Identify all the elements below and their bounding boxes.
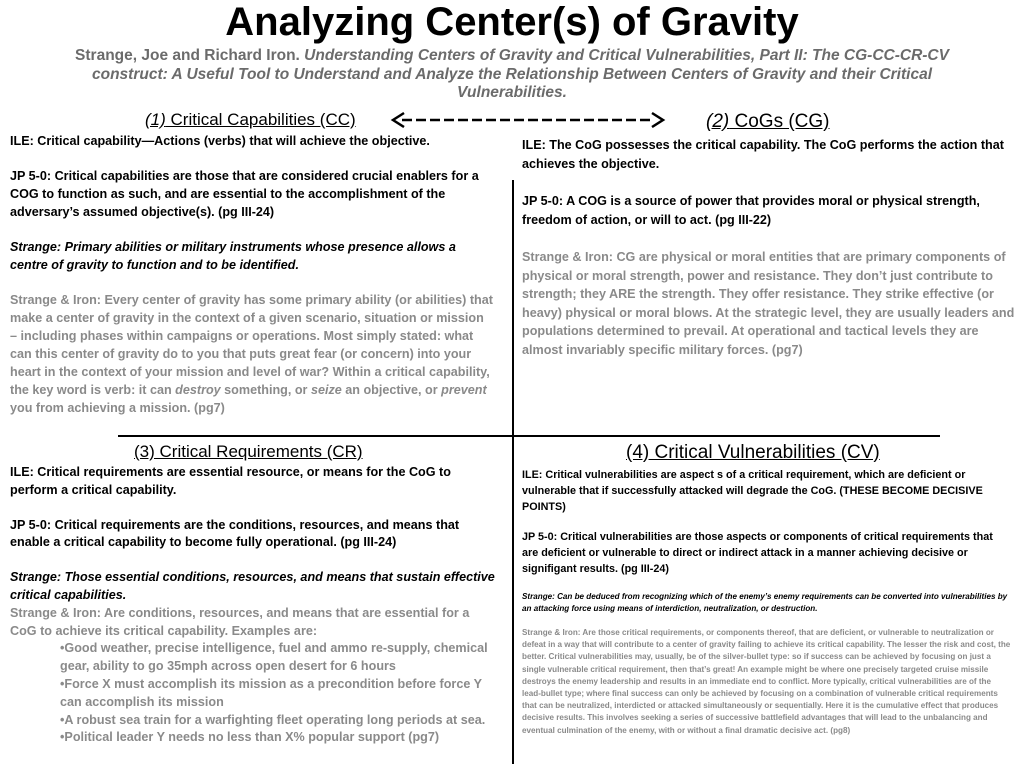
vertical-divider xyxy=(512,180,514,764)
critical-requirements-section xyxy=(10,464,498,747)
citation-authors: Strange, Joe and Richard Iron. xyxy=(75,47,305,64)
cr-ile: ILE: Critical requirements are essential resource, or means for the CoG to perform a critical capability. xyxy=(10,465,451,497)
cg-number: (2) xyxy=(706,111,730,132)
cr-jp: JP 5-0: Critical requirements are the conditions, resources, and means that enable a critical capability to become fully operational. (pg III-24) xyxy=(10,517,460,550)
cc-strange-iron xyxy=(10,291,494,417)
cr-strange: Strange: Those essential conditions, resources, and means that sustain effective critical capabilities. xyxy=(10,570,495,602)
cc-si-destroy: destroy xyxy=(175,383,221,397)
cv-ile: ILE: Critical vulnerabilities are aspect s of a critical requirement, which are deficient or vulnerable that if successfully attacked will degrade the CoG. (THESE BECOME DECISIVE POINTS) xyxy=(522,469,983,513)
critical-vulnerabilities-heading: (4) Critical Vulnerabilities (CV) xyxy=(626,442,880,463)
cc-jp: JP 5-0: Critical capabilities are those that are considered crucial enablers for a COG to function as such, and are essential to the accomplishment of the adversary’s assumed objective(s). (pg III-24) xyxy=(10,169,479,219)
cc-heading-text: Critical Capabilities (CC) xyxy=(165,110,356,129)
cc-si-seize: seize xyxy=(310,383,342,397)
cv-jp: JP 5-0: Critical vulnerabilities are those aspects or components of critical requirements that are deficient or vulnerable to direct or indirect attack in a manner achieving decisive or signifigant results. (pg III-24) xyxy=(522,531,993,575)
critical-requirements-heading: (3) Critical Requirements (CR) xyxy=(134,442,363,461)
cv-strange: Strange: Can be deduced from recognizing which of the enemy’s enemy requirements can be converted into vulnerabilities by an attacking force using means of interdiction, neutralization, or destruction. xyxy=(522,592,1008,613)
cg-ile: ILE: The CoG possesses the critical capability. The CoG performs the action that achieves the objective. xyxy=(522,138,1004,171)
cc-si-text-c: an objective, or xyxy=(341,383,442,397)
cc-number: (1) xyxy=(145,110,166,129)
cr-strange-iron: Strange & Iron: Are conditions, resources, and means that are essential for a CoG to achieve its critical capability. Examples are: xyxy=(10,605,470,638)
horizontal-divider xyxy=(118,435,940,437)
cc-strange: Strange: Primary abilities or military instruments whose presence allows a centre of gravity to function and to be identified. xyxy=(10,240,456,272)
cc-si-text-d: you from achieving a mission. (pg7) xyxy=(10,401,225,415)
page-title: Analyzing Center(s) of Gravity xyxy=(225,0,799,44)
cc-ile: ILE: Critical capability—Actions (verbs) that will achieve the objective. xyxy=(10,134,430,148)
cg-strange-iron: Strange & Iron: CG are physical or moral entities that are primary components of physical or moral strength, power and resistance. They don’t just contribute to strength; they ARE the strength. They offer resistance. They strike effective (or heavy) physical or moral blows. At the strategic level, they are usually leaders and populations determined to prevail. At operational and tactical levels they are almost invariably specific military forces. (pg7) xyxy=(522,250,1015,357)
critical-capabilities-section xyxy=(10,132,494,417)
citation xyxy=(40,47,984,103)
list-item: • Force X must accomplish its mission as a precondition before force Y can accomplish its mission xyxy=(60,676,498,712)
cogs-section xyxy=(522,136,1018,359)
critical-capabilities-heading xyxy=(145,110,356,130)
cr-examples-list xyxy=(10,640,498,747)
list-item: • A robust sea train for a warfighting fleet operating long periods at sea. xyxy=(60,712,498,730)
cc-si-text-b: something, or xyxy=(220,383,311,397)
cogs-heading xyxy=(706,111,830,133)
cg-jp: JP 5-0: A COG is a source of power that provides moral or physical strength, freedom of action, or will to act. (pg III-22) xyxy=(522,194,980,227)
cv-strange-iron: Strange & Iron: Are those critical requirements, or components thereof, that are deficient, or vulnerable to neutralization or defeat in a way that will contribute to a center of gravity failing to achieve its critical capability. The lesser the risk and cost, the better. Critical vulnerabilities may, usually, be of the silver-bullet type: so if success can be achieved by focusing on just a single vulnerable critical requirement, then that’s great! An example might be where one precisely targeted cruise missile destroys the enemy leadership and results in an immediate end to conflict. More typically, critical vulnerabilities are of the lead-bullet type; where final success can only be achieved by focusing on a combination of vulnerable critical requirements that can be neutralized, interdicted or attacked simultaneously or sequentially. Here it is the cumulative effect that produces decisive results. This involves seeking a series of successive battlefield advantages that will lead to the unbalancing and eventual culmination of the enemy, with or without a final dramatic decisive act. (pg8) xyxy=(522,628,1011,735)
cc-si-prevent: prevent xyxy=(441,383,487,397)
list-item: • Political leader Y needs no less than X% popular support (pg7) xyxy=(60,729,498,747)
list-item: • Good weather, precise intelligence, fuel and ammo re-supply, chemical gear, ability to go 35mph across open desert for 6 hours xyxy=(60,640,498,676)
cg-heading-text: CoGs (CG) xyxy=(729,111,830,132)
critical-vulnerabilities-section xyxy=(522,467,1012,737)
cc-si-text-a: Strange & Iron: Every center of gravity has some primary ability (or abilities) that make a center of gravity in the context of a given scenario, situation or mission – including phases within campaigns or operations. Most simply stated: what can this center of gravity do to you that puts great fear (or concern) into your heart in the context of your mission and level of war? Within a critical capability, the key word is verb: it can xyxy=(10,293,493,397)
citation-work: Understanding Centers of Gravity and Critical Vulnerabilities, Part II: The CG-CC-CR-CV construct: A Useful Tool to Understand and Analyze the Relationship Between Centers of Gravity and their Critical Vulnerabilities. xyxy=(92,47,949,101)
double-arrow-icon xyxy=(388,110,668,130)
